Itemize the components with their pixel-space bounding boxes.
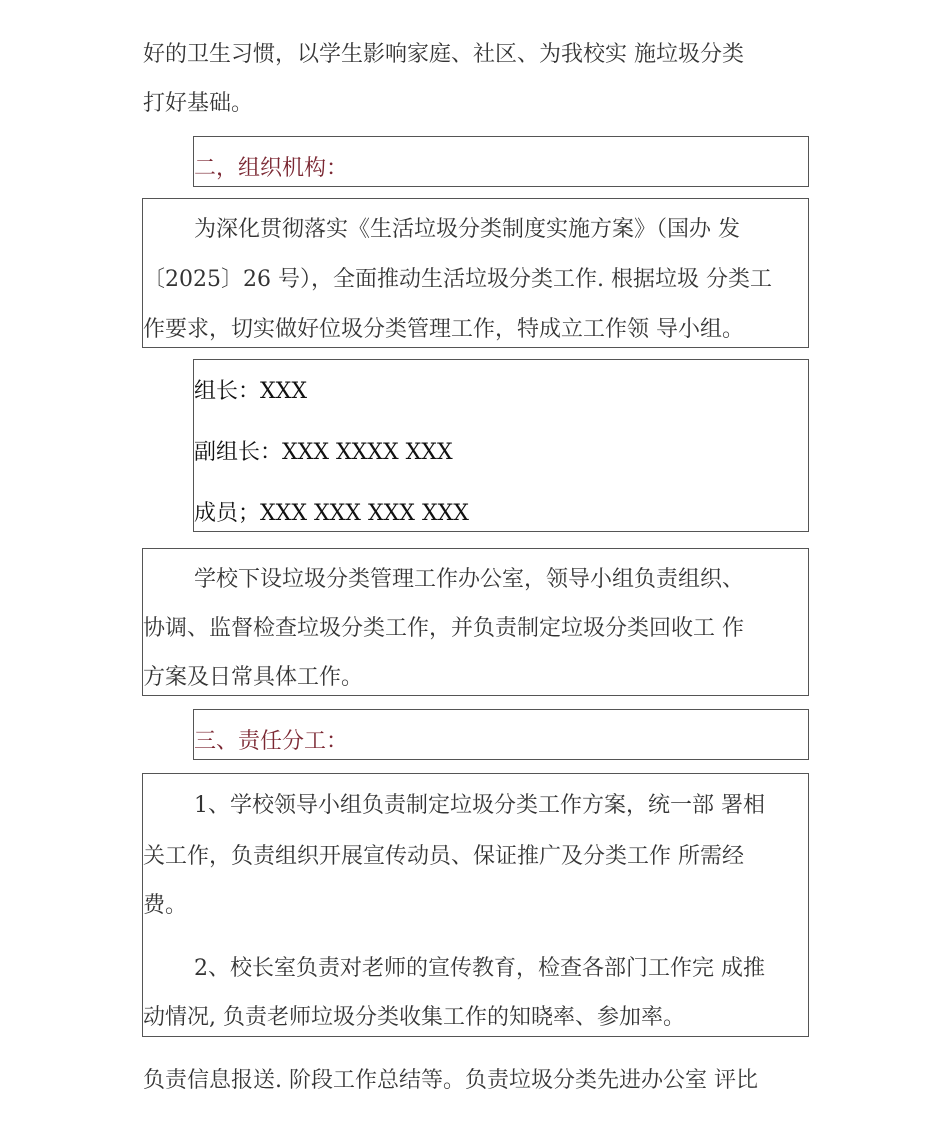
office-line-2: 协调、监督检查垃圾分类工作，并负责制定垃圾分类回收工 作 <box>143 616 744 641</box>
intro-line-2: 打好基础。 <box>143 91 254 116</box>
office-line-3: 方案及日常具体工作。 <box>143 665 364 690</box>
members-line: 成员；XXX XXX XXX XXX <box>194 501 469 526</box>
section2-heading: 二，组织机构： <box>194 156 349 181</box>
item1-line-2: 关工作，负责组织开展宣传动员、保证推广及分类工作 所需经 <box>143 844 744 869</box>
section3-heading: 三、责任分工： <box>194 729 349 754</box>
section2-para-line-2: 〔2025〕26 号），全面推动生活垃圾分类工作. 根据垃圾 分类工 <box>143 267 772 292</box>
section2-para-line-1: 为深化贯彻落实《生活垃圾分类制度实施方案》（国办 发 <box>194 217 740 242</box>
item1-line-3: 费。 <box>143 893 188 918</box>
office-line-1: 学校下设垃圾分类管理工作办公室，领导小组负责组织、 <box>194 567 745 592</box>
intro-line-1: 好的卫生习惯，以学生影响家庭、社区、为我校实 施垃圾分类 <box>143 42 744 67</box>
item2-line-2: 动情况, 负责老师垃圾分类收集工作的知晓率、参加率。 <box>143 1005 685 1030</box>
leader-line: 组长：XXX <box>194 379 307 404</box>
footer-line: 负责信息报送. 阶段工作总结等。负责垃圾分类先进办公室 评比 <box>143 1068 758 1093</box>
item1-line-1: 1、学校领导小组负责制定垃圾分类工作方案，统一部 署相 <box>194 793 765 818</box>
section2-para-line-3: 作要求，切实做好位圾分类管理工作，特成立工作领 导小组。 <box>143 317 744 342</box>
deputy-leader-line: 副组长：XXX XXXX XXX <box>194 440 453 465</box>
item2-line-1: 2、校长室负责对老师的宣传教育，检查各部门工作完 成推 <box>194 956 765 981</box>
